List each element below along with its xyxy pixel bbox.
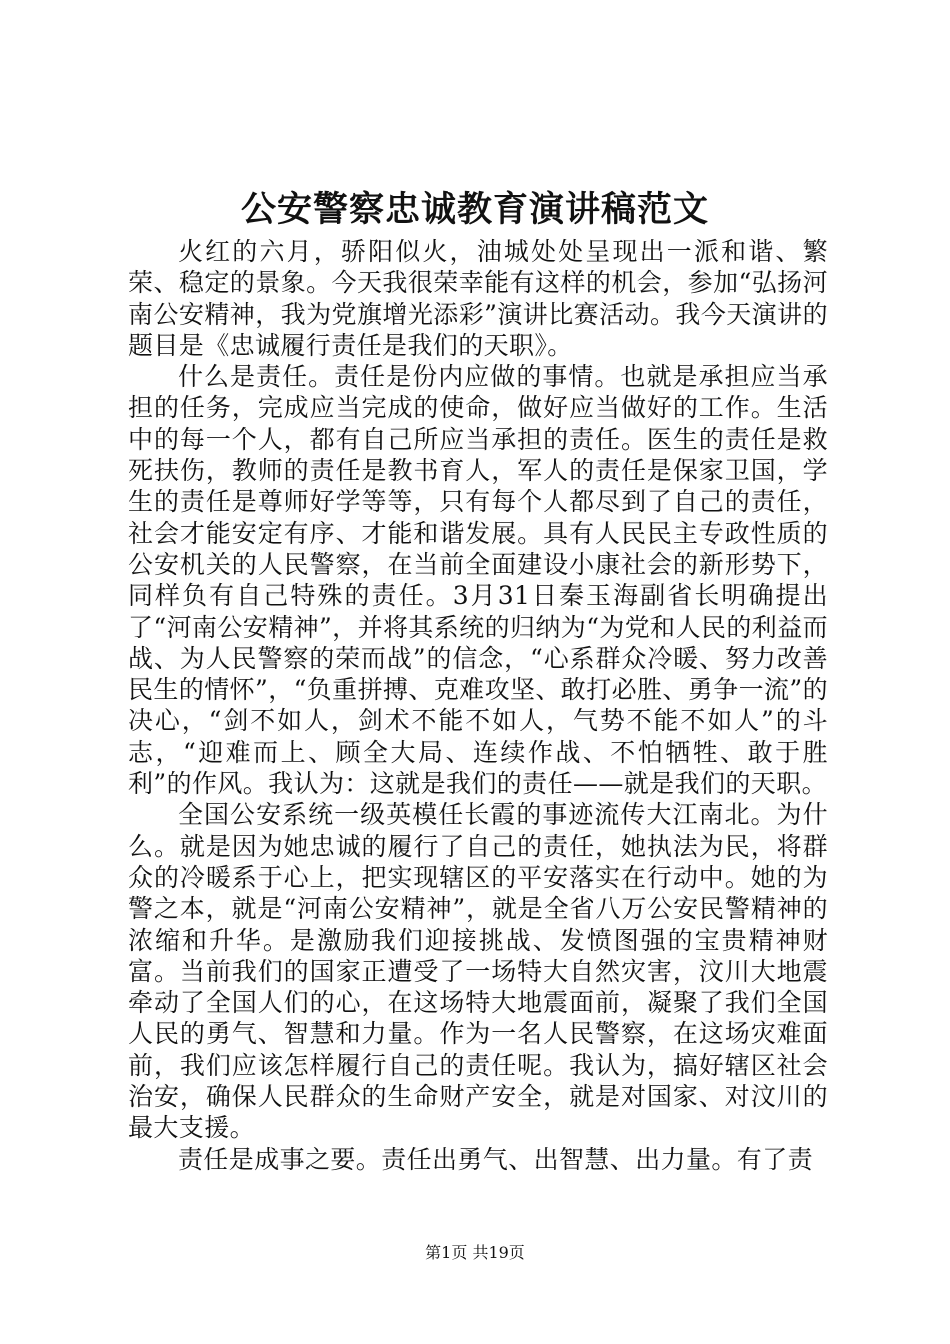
- paragraph-1: 火红的六月，骄阳似火，油城处处呈现出一派和谐、繁荣、稳定的景象。今天我很荣幸能有这样的机会，参加“弘扬河南公安精神，我为党旗增光添彩”演讲比赛活动。我今天演讲的题目是《忠诚履行责任是我们的天职》。: [128, 237, 828, 360]
- page-number-footer: 第1页 共19页: [425, 1243, 525, 1262]
- paragraph-2: 什么是责任。责任是份内应做的事情。也就是承担应当承担的任务，完成应当完成的使命，做好应当做好的工作。生活中的每一个人，都有自己所应当承担的责任。医生的责任是救死扶伤，教师的责任是教书育人，军人的责任是保家卫国，学生的责任是尊师好学等等，只有每个人都尽到了自己的责任，社会才能安定有序、才能和谐发展。具有人民民主专政性质的公安机关的人民警察，在当前全面建设小康社会的新形势下，同样负有自己特殊的责任。3月31日秦玉海副省长明确提出了“河南公安精神”，并将其系统的归纳为“为党和人民的利益而战、为人民警察的荣而战”的信念，“心系群众冷暖、努力改善民生的情怀”，“负重拼搏、克难攻坚、敢打必胜、勇争一流”的决心，“剑不如人，剑术不能不如人，气势不能不如人”的斗志，“迎难而上、顾全大局、连续作战、不怕牺牲、敢于胜利”的作风。我认为：这就是我们的责任——就是我们的天职。: [128, 362, 828, 799]
- paragraph-3: 全国公安系统一级英模任长霞的事迹流传大江南北。为什么。就是因为她忠诚的履行了自己的责任，她执法为民，将群众的冷暖系于心上，把实现辖区的平安落实在行动中。她的为警之本，就是“河南公安精神”，就是全省八万公安民警精神的浓缩和升华。是激励我们迎接挑战、发愤图强的宝贵精神财富。当前我们的国家正遭受了一场特大自然灾害，汶川大地震牵动了全国人们的心，在这场特大地震面前，凝聚了我们全国人民的勇气、智慧和力量。作为一名人民警察，在这场灾难面前，我们应该怎样履行自己的责任呢。我认为，搞好辖区社会治安，确保人民群众的生命财产安全，就是对国家、对汶川的最大支援。: [128, 800, 828, 1143]
- paragraph-4: 责任是成事之要。责任出勇气、出智慧、出力量。有了责: [178, 1144, 814, 1174]
- document-title: 公安警察忠诚教育演讲稿范文: [240, 189, 709, 230]
- document-body: [128, 236, 828, 1175]
